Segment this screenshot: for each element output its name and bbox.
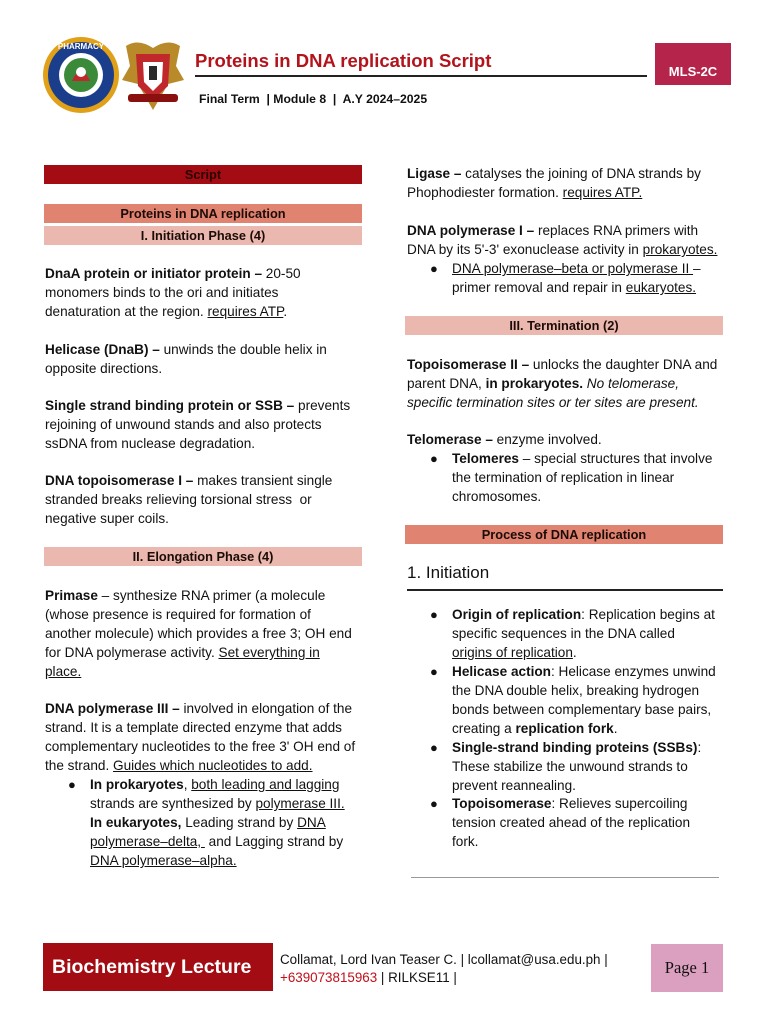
pol1-line: replaces RNA primers with [534, 223, 699, 238]
topo2-line: parent DNA, [407, 376, 486, 391]
pol3-line: the strand. [45, 758, 114, 773]
prokaryotes-label: In prokaryotes [90, 777, 184, 792]
ssbs-text: : [697, 740, 702, 755]
bullet-dot: ● [430, 740, 438, 755]
primase-entry [45, 586, 365, 681]
ssbs-text: prevent reannealing. [452, 778, 576, 793]
ligase-line: catalyses the joining of DNA strands by [461, 166, 701, 181]
topoisomerase-i-entry [45, 471, 365, 528]
origin-text: . [572, 645, 577, 660]
ligase-requires-atp: requires ATP. [562, 185, 643, 200]
dnaa-line: monomers binds to the ori and initiates [45, 285, 279, 300]
dnaa-term: DnaA protein or initiator protein – [45, 266, 263, 281]
author-phone: +639073815963 [280, 970, 378, 985]
topo2-prokaryotes: in prokaryotes. [485, 376, 584, 391]
pol1-prokaryotes: prokaryotes. [642, 242, 718, 257]
ligase-entry [407, 164, 727, 202]
section-end-rule [411, 877, 719, 878]
pol3-bullet-text: , [183, 777, 192, 792]
replication-fork-term: replication fork [515, 721, 614, 736]
pol1-line: DNA by its 5'-3' exonuclease activity in [407, 242, 643, 257]
pol3-term: DNA polymerase III – [45, 701, 180, 716]
pol1-bullet-item [452, 259, 728, 297]
pol3-bullet-underlined: DNA [297, 815, 326, 830]
dnaa-line: denaturation at the region. [45, 304, 208, 319]
primase-line: (whose presence is required for formation of [45, 607, 311, 622]
pol3-line: strand. It is a template directed enzyme that adds [45, 720, 342, 735]
telomeres-text: the termination of replication in linear [452, 470, 675, 485]
helicase-action-text: : Helicase enzymes unwind [550, 664, 716, 679]
telomerase-line: enzyme involved. [492, 432, 602, 447]
logo-left-text: PHARMACY [57, 42, 105, 51]
primase-line: another molecule) which provides a free 3; OH end [45, 626, 352, 641]
telomeres-text: – special structures that involve [522, 451, 713, 466]
helicase-action-term: Helicase action [452, 664, 551, 679]
telomerase-entry [407, 430, 727, 449]
helicase-line: opposite directions. [45, 361, 163, 376]
origin-text: specific sequences in the DNA called [452, 626, 675, 641]
eukaryotes-label: In eukaryotes, [90, 815, 182, 830]
pol3-bullet-underlined: DNA polymerase–alpha. [90, 853, 237, 868]
author-line: Collamat, Lord Ivan Teaser C. | lcollamat@usa.edu.ph | [280, 952, 608, 967]
helicase-line: unwinds the double helix in [159, 342, 327, 357]
helicase-action-text: creating a [452, 721, 516, 736]
ligase-term: Ligase – [407, 166, 462, 181]
bullet-dot: ● [430, 607, 438, 622]
pol3-line: involved in elongation of the [179, 701, 353, 716]
ssb-line: rejoining of unwound stands and also protects [45, 417, 322, 432]
bullet-dot: ● [430, 664, 438, 679]
helicase-entry [45, 340, 365, 378]
ssb-line: ssDNA from nuclease degradation. [45, 436, 256, 451]
elongation-phase-bar: II. Elongation Phase (4) [44, 547, 362, 566]
topo2-line: unlocks the daughter DNA and [529, 357, 718, 372]
topoisomerase-ii-entry [407, 355, 727, 412]
ssb-term: Single strand binding protein or SSB – [45, 398, 295, 413]
ssbs-text: These stabilize the unwound strands to [452, 759, 688, 774]
section-badge: MLS-2C [655, 43, 731, 85]
bullet-dot: ● [430, 261, 438, 276]
pol3-line: complementary nucleotides to the free 3' OH end of [45, 739, 356, 754]
helicase-action-text: bonds between complementary base pairs, [452, 702, 712, 717]
dnaa-requires-atp: requires ATP [207, 304, 284, 319]
bullet-dot: ● [68, 777, 76, 792]
topo1-term: DNA topoisomerase I – [45, 473, 194, 488]
dnaa-line: . [283, 304, 288, 319]
topo2-term: Topoisomerase II – [407, 357, 530, 372]
primase-line: for DNA polymerase activity. [45, 645, 219, 660]
ssb-entry [45, 396, 365, 453]
polymerase-iii-entry [45, 699, 365, 775]
pol3-bullet-underlined: polymerase III. [255, 796, 345, 811]
pol1-bullet-text: primer removal and repair in [452, 280, 626, 295]
pol1-term: DNA polymerase I – [407, 223, 535, 238]
topo2-italic: specific termination sites or ter sites are present. [407, 395, 699, 410]
helicase-action-bullet-item [452, 662, 728, 738]
pol3-bullet-text: Leading strand by [181, 815, 298, 830]
pol3-bullet-underlined: both leading and lagging [191, 777, 340, 792]
ligase-line: Phophodiester formation. [407, 185, 563, 200]
helicase-term: Helicase (DnaB) – [45, 342, 160, 357]
primase-set-everything: place. [45, 664, 82, 679]
telomeres-bullet-item [452, 449, 728, 506]
pol1-eukaryotes: eukaryotes. [625, 280, 697, 295]
telomerase-term: Telomerase – [407, 432, 493, 447]
heading-rule [407, 589, 723, 591]
polymerase-i-entry [407, 221, 727, 259]
pol3-bullet-text: strands are synthesized by [90, 796, 256, 811]
topoisomerase-text: : Relieves supercoiling [551, 796, 688, 811]
university-seal [118, 36, 188, 114]
helicase-action-text: the DNA double helix, breaking hydrogen [452, 683, 700, 698]
pol3-bullet-underlined: polymerase–delta, [90, 834, 205, 849]
origin-bullet-item [452, 605, 728, 662]
primase-term: Primase [45, 588, 98, 603]
topo1-line: negative super coils. [45, 511, 169, 526]
topoisomerase-bullet-item [452, 794, 728, 851]
proteins-bar: Proteins in DNA replication [44, 204, 362, 223]
course-label: Biochemistry Lecture [43, 943, 273, 991]
topoisomerase-text: tension created ahead of the replication [452, 815, 691, 830]
title-rule [195, 75, 647, 77]
bullet-dot: ● [430, 451, 438, 466]
process-bar: Process of DNA replication [405, 525, 723, 544]
document-subtitle: Final Term | Module 8 | A.Y 2024–2025 [199, 92, 428, 106]
ssb-bullet-item [452, 738, 728, 795]
bullet-dot: ● [430, 796, 438, 811]
termination-bar: III. Termination (2) [405, 316, 723, 335]
origin-text: : Replication begins at [581, 607, 715, 622]
script-bar: Script [44, 165, 362, 184]
helicase-action-text: . [613, 721, 618, 736]
topoisomerase-text: fork. [452, 834, 479, 849]
ssb-line: prevents [294, 398, 351, 413]
initiation-heading: 1. Initiation [407, 563, 490, 582]
origin-term: Origin of replication [452, 607, 582, 622]
pol3-bullet-text: and Lagging strand by [204, 834, 344, 849]
author-info [280, 951, 640, 987]
dnaa-entry [45, 264, 365, 321]
pharmacy-logo [42, 36, 120, 114]
pol-beta-label: DNA polymerase–beta or polymerase II [452, 261, 694, 276]
author-line: | RILKSE11 | [377, 970, 457, 985]
pol1-bullet-text: – [693, 261, 701, 276]
pol3-guides: Guides which nucleotides to add. [113, 758, 313, 773]
telomeres-text: chromosomes. [452, 489, 542, 504]
topoisomerase-term: Topoisomerase [452, 796, 552, 811]
document-title: Proteins in DNA replication Script [195, 50, 492, 71]
topo1-line: stranded breaks relieving torsional stress or [45, 492, 312, 507]
primase-line: – synthesize RNA primer (a molecule [97, 588, 326, 603]
pol3-bullet-item [90, 775, 366, 870]
topo2-italic: No telomerase, [583, 376, 679, 391]
page-number: Page 1 [651, 944, 723, 992]
topo1-line: makes transient single [193, 473, 333, 488]
primase-set-everything: Set everything in [218, 645, 320, 660]
dnaa-line: 20-50 [262, 266, 301, 281]
telomeres-term: Telomeres [452, 451, 523, 466]
origins-of-replication: origins of replication [452, 645, 573, 660]
ssbs-term: Single-strand binding proteins (SSBs) [452, 740, 698, 755]
initiation-phase-bar: I. Initiation Phase (4) [44, 226, 362, 245]
